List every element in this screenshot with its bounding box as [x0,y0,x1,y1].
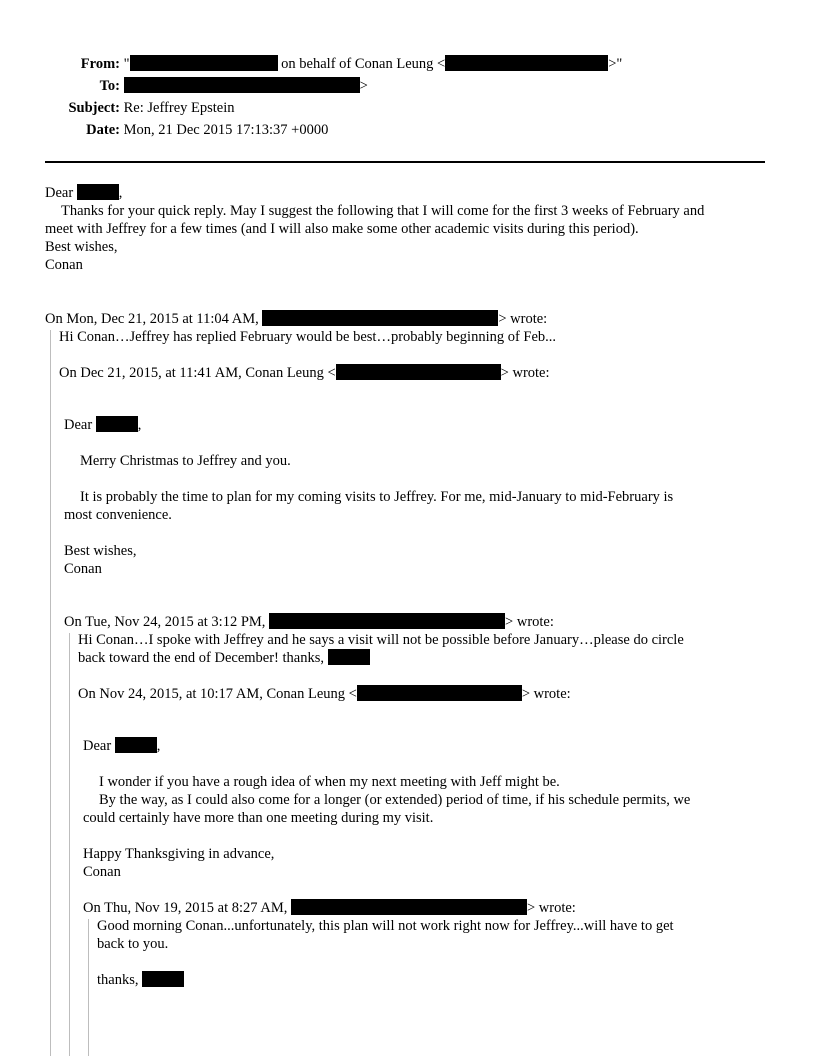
to-suffix: > [359,78,368,94]
quote-body-line: I wonder if you have a rough idea of when my next meeting with Jeff might be. [99,774,560,790]
quote-closing: Happy Thanksgiving in advance, [83,846,275,862]
redaction-block [142,971,184,987]
from-label: From: [80,56,120,72]
redaction-block [77,184,119,200]
subject-value: Re: Jeffrey Epstein [123,100,235,116]
redaction-block [357,685,522,701]
quote-attribution [78,685,571,703]
date-label: Date: [86,122,120,138]
message-greeting [45,184,122,202]
redaction-block [269,613,505,629]
quote-body-line: Good morning Conan...unfortunately, this plan will not work right now for Jeffrey...will have to get [97,918,674,934]
from-suffix: >" [608,56,623,72]
header-from-row [0,55,622,73]
attribution-prefix: On Dec 21, 2015, at 11:41 AM, Conan Leung < [59,365,336,381]
quote-attribution [64,613,554,631]
redaction-block [262,310,498,326]
attribution-suffix: > wrote: [498,311,548,327]
quote-closing-line [97,971,184,989]
header-date-row [0,121,328,139]
header-to-row [0,77,368,95]
attribution-prefix: On Thu, Nov 19, 2015 at 8:27 AM, [83,900,288,916]
quote-body-line: Merry Christmas to Jeffrey and you. [80,453,291,469]
quote-signature: Conan [64,561,102,577]
redaction-block [291,899,527,915]
redaction-block [328,649,370,665]
quote-bar [69,633,70,1056]
attribution-suffix: > wrote: [521,686,571,702]
redaction-block [445,55,608,71]
redaction-block [96,416,138,432]
quote-bar [88,919,89,1056]
quote-closing: Best wishes, [64,543,137,559]
to-label: To: [99,78,120,94]
subject-label: Subject: [68,100,120,116]
quote-body-line: Hi Conan…Jeffrey has replied February would be best…probably beginning of Feb... [59,329,557,345]
message-body-line: meet with Jeffrey for a few times (and I will also make some other academic visits during this period). [45,221,639,237]
quote-greeting [64,416,141,434]
quote-body-line [78,649,370,667]
quote-closing: thanks, [97,972,139,988]
attribution-prefix: On Nov 24, 2015, at 10:17 AM, Conan Leung < [78,686,357,702]
quote-attribution [59,364,550,382]
date-value: Mon, 21 Dec 2015 17:13:37 +0000 [123,122,329,138]
quote-body-line: It is probably the time to plan for my coming visits to Jeffrey. For me, mid-January to mid-February is [80,489,674,505]
quote-signature: Conan [83,864,121,880]
greeting-comma: , [118,185,123,201]
quote-body-line: Hi Conan…I spoke with Jeffrey and he says a visit will not be possible before January…please do circle [78,632,684,648]
quote-body-text: back toward the end of December! thanks, [78,650,324,666]
redaction-block [115,737,157,753]
message-body-line: Thanks for your quick reply. May I suggest the following that I will come for the first 3 weeks of February and [61,203,705,219]
message-closing: Best wishes, [45,239,118,255]
attribution-suffix: > wrote: [526,900,576,916]
redaction-block [336,364,501,380]
quote-body-line: back to you. [97,936,169,952]
quote-attribution [83,899,576,917]
header-subject-row [0,99,235,117]
quote-greeting [83,737,160,755]
quote-body-line: By the way, as I could also come for a longer (or extended) period of time, if his schedule permits, we [99,792,691,808]
redaction-block [124,77,360,93]
from-middle: on behalf of Conan Leung < [281,56,446,72]
quote-bar [50,330,51,1056]
from-prefix: " [123,56,130,72]
quote-body-line: most convenience. [64,507,172,523]
attribution-prefix: On Tue, Nov 24, 2015 at 3:12 PM, [64,614,266,630]
header-divider [45,161,765,163]
attribution-prefix: On Mon, Dec 21, 2015 at 11:04 AM, [45,311,259,327]
greeting-text: Dear [64,417,93,433]
greeting-text: Dear [83,738,112,754]
redaction-block [130,55,278,71]
greeting-text: Dear [45,185,74,201]
greeting-comma: , [156,738,161,754]
message-signature: Conan [45,257,83,273]
attribution-suffix: > wrote: [500,365,550,381]
attribution-suffix: > wrote: [505,614,554,630]
quote-attribution [45,310,547,328]
greeting-comma: , [137,417,142,433]
quote-body-line: could certainly have more than one meeting during my visit. [83,810,434,826]
